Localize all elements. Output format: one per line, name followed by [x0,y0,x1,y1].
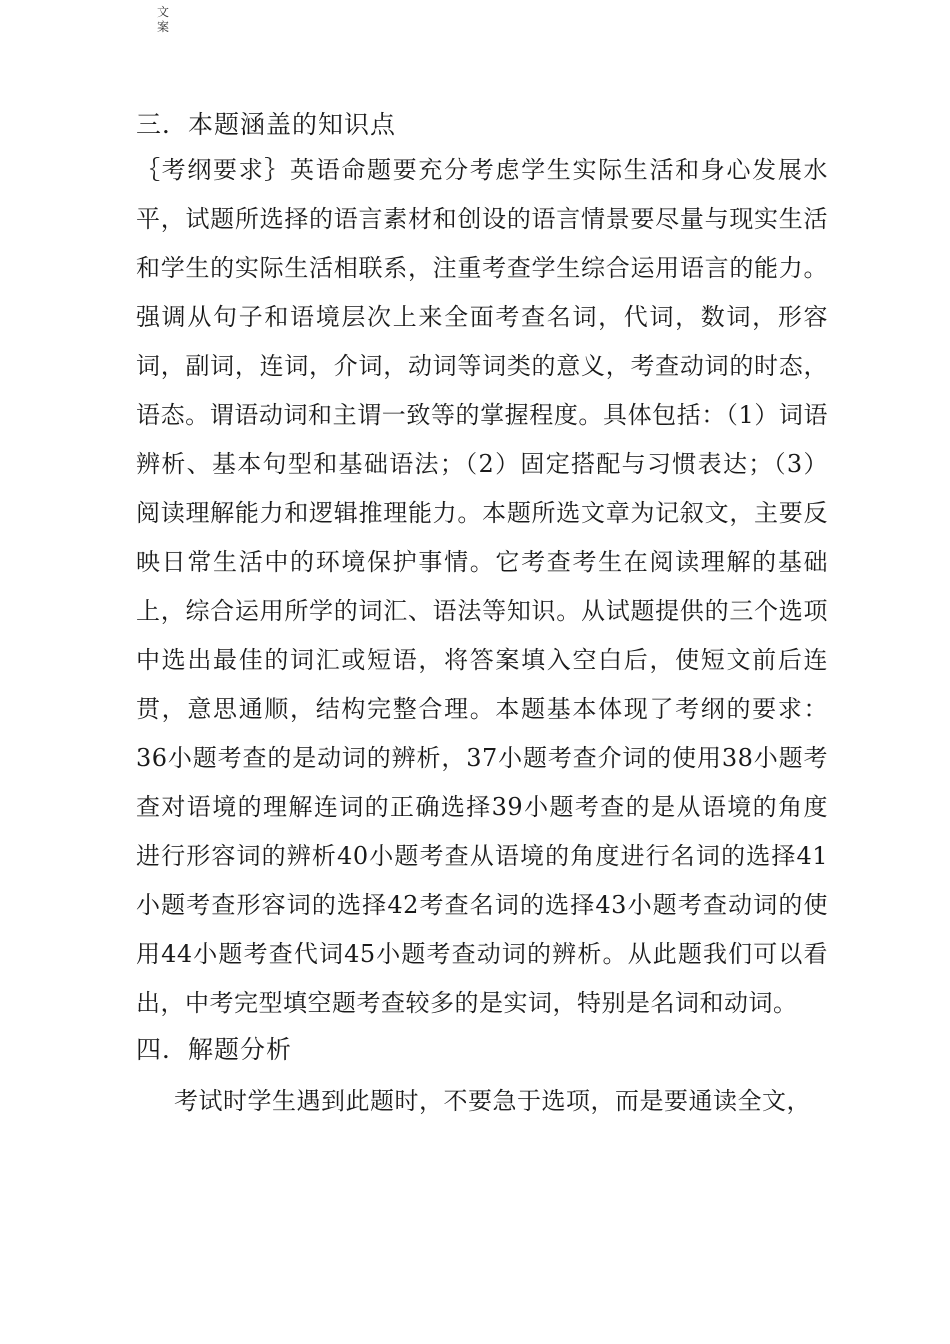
section-3-heading: 三．本题涵盖的知识点 [136,110,397,139]
section-3-paragraph: ｛考纲要求｝英语命题要充分考虑学生实际生活和身心发展水平，试题所选择的语言素材和创设的语言情景要尽量与现实生活和学生的实际生活相联系，注重考查学生综合运用语言的能力。强调从句子和语境层次上来全面考查名词，代词，数词，形容词，副词，连词，介词，动词等词类的意义，考查动词的时态，语态。谓语动词和主谓一致等的掌握程度。具体包括：（1）词语辨析、基本句型和基础语法；（2）固定搭配与习惯表达；（3）阅读理解能力和逻辑推理能力。本题所选文章为记叙文，主要反映日常生活中的环境保护事情。它考查考生在阅读理解的基础上，综合运用所学的词汇、语法等知识。从试题提供的三个选项中选出最佳的词汇或短语，将答案填入空白后，使短文前后连贯，意思通顺，结构完整合理。本题基本体现了考纲的要求：36小题考查的是动词的辨析，37小题考查介词的使用38小题考查对语境的理解连词的正确选择39小题考查的是从语境的角度进行形容词的辨析40小题考查从语境的角度进行名词的选择41小题考查形容词的选择42考查名词的选择43小题考查动词的使用44小题考查代词45小题考查动词的辨析。从此题我们可以看出，中考完型填空题考查较多的是实词，特别是名词和动词。 [136,156,828,1017]
section-4-paragraph: 考试时学生遇到此题时，不要急于选项，而是要通读全文， [174,1087,811,1115]
document-body [136,103,828,1126]
header-mark: 文案 [157,5,170,34]
section-4-heading: 四．解题分析 [136,1035,293,1064]
